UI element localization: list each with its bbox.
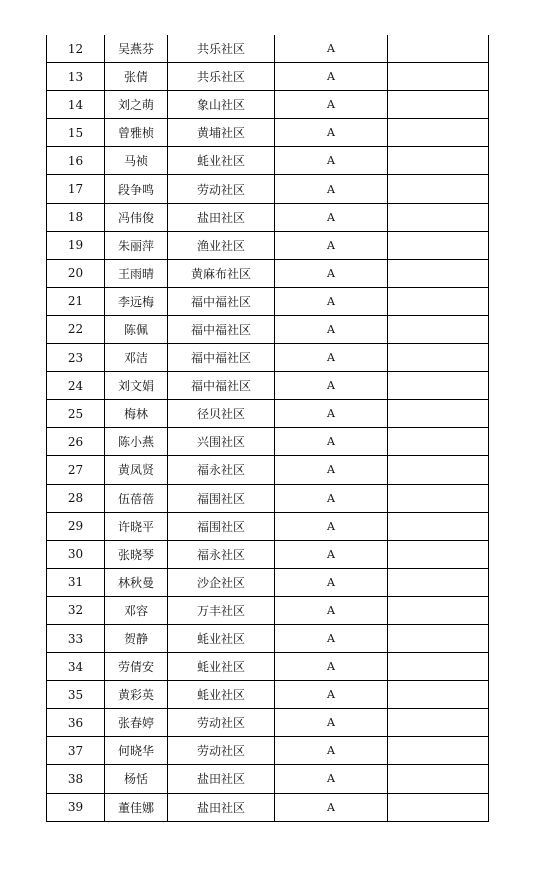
note-cell (388, 568, 489, 596)
community-cell: 沙企社区 (168, 568, 275, 596)
name-cell: 张春婷 (105, 709, 168, 737)
community-cell: 共乐社区 (168, 63, 275, 91)
community-cell: 万丰社区 (168, 596, 275, 624)
table-row (47, 428, 489, 456)
name-cell: 伍蓓蓓 (105, 484, 168, 512)
note-cell (388, 653, 489, 681)
note-cell (388, 540, 489, 568)
grade-cell: A (275, 231, 388, 259)
table-row (47, 119, 489, 147)
name-cell: 段争鸣 (105, 175, 168, 203)
grade-cell: A (275, 793, 388, 821)
name-cell: 刘文娟 (105, 372, 168, 400)
note-cell (388, 372, 489, 400)
number-cell: 20 (47, 259, 105, 287)
grade-cell: A (275, 35, 388, 63)
name-cell: 张倩 (105, 63, 168, 91)
number-cell: 15 (47, 119, 105, 147)
name-cell: 劳倩安 (105, 653, 168, 681)
grade-cell: A (275, 287, 388, 315)
roster-table (46, 35, 489, 822)
note-cell (388, 231, 489, 259)
community-cell: 劳动社区 (168, 737, 275, 765)
number-cell: 35 (47, 681, 105, 709)
number-cell: 34 (47, 653, 105, 681)
table-row (47, 315, 489, 343)
grade-cell: A (275, 400, 388, 428)
name-cell: 林秋曼 (105, 568, 168, 596)
grade-cell: A (275, 175, 388, 203)
number-cell: 25 (47, 400, 105, 428)
table-body (47, 35, 489, 821)
grade-cell: A (275, 91, 388, 119)
note-cell (388, 203, 489, 231)
name-cell: 杨恬 (105, 765, 168, 793)
name-cell: 陈佩 (105, 315, 168, 343)
note-cell (388, 793, 489, 821)
community-cell: 福中福社区 (168, 372, 275, 400)
table-row (47, 147, 489, 175)
community-cell: 蚝业社区 (168, 681, 275, 709)
number-cell: 24 (47, 372, 105, 400)
number-cell: 29 (47, 512, 105, 540)
name-cell: 董佳娜 (105, 793, 168, 821)
number-cell: 16 (47, 147, 105, 175)
grade-cell: A (275, 624, 388, 652)
number-cell: 13 (47, 63, 105, 91)
grade-cell: A (275, 456, 388, 484)
table-row (47, 624, 489, 652)
note-cell (388, 175, 489, 203)
grade-cell: A (275, 596, 388, 624)
name-cell: 邓容 (105, 596, 168, 624)
number-cell: 28 (47, 484, 105, 512)
grade-cell: A (275, 681, 388, 709)
note-cell (388, 344, 489, 372)
name-cell: 曾雅桢 (105, 119, 168, 147)
table-row (47, 653, 489, 681)
note-cell (388, 484, 489, 512)
community-cell: 径贝社区 (168, 400, 275, 428)
community-cell: 福永社区 (168, 540, 275, 568)
grade-cell: A (275, 484, 388, 512)
name-cell: 陈小燕 (105, 428, 168, 456)
community-cell: 渔业社区 (168, 231, 275, 259)
community-cell: 盐田社区 (168, 203, 275, 231)
name-cell: 黄彩英 (105, 681, 168, 709)
table-row (47, 63, 489, 91)
number-cell: 19 (47, 231, 105, 259)
table-row (47, 793, 489, 821)
community-cell: 福围社区 (168, 484, 275, 512)
name-cell: 张晓琴 (105, 540, 168, 568)
number-cell: 21 (47, 287, 105, 315)
name-cell: 冯伟俊 (105, 203, 168, 231)
table-row (47, 259, 489, 287)
table-row (47, 568, 489, 596)
note-cell (388, 119, 489, 147)
number-cell: 26 (47, 428, 105, 456)
note-cell (388, 624, 489, 652)
community-cell: 福永社区 (168, 456, 275, 484)
community-cell: 共乐社区 (168, 35, 275, 63)
note-cell (388, 737, 489, 765)
grade-cell: A (275, 119, 388, 147)
table-row (47, 35, 489, 63)
number-cell: 32 (47, 596, 105, 624)
note-cell (388, 681, 489, 709)
table-row (47, 540, 489, 568)
name-cell: 刘之萌 (105, 91, 168, 119)
table-row (47, 372, 489, 400)
community-cell: 福围社区 (168, 512, 275, 540)
number-cell: 27 (47, 456, 105, 484)
number-cell: 12 (47, 35, 105, 63)
community-cell: 黄麻布社区 (168, 259, 275, 287)
grade-cell: A (275, 147, 388, 175)
table-row (47, 484, 489, 512)
grade-cell: A (275, 428, 388, 456)
grade-cell: A (275, 653, 388, 681)
grade-cell: A (275, 765, 388, 793)
note-cell (388, 400, 489, 428)
note-cell (388, 63, 489, 91)
note-cell (388, 456, 489, 484)
number-cell: 22 (47, 315, 105, 343)
number-cell: 31 (47, 568, 105, 596)
grade-cell: A (275, 737, 388, 765)
note-cell (388, 315, 489, 343)
number-cell: 33 (47, 624, 105, 652)
community-cell: 蚝业社区 (168, 653, 275, 681)
note-cell (388, 428, 489, 456)
number-cell: 18 (47, 203, 105, 231)
grade-cell: A (275, 709, 388, 737)
community-cell: 福中福社区 (168, 287, 275, 315)
note-cell (388, 287, 489, 315)
document-page (46, 35, 488, 822)
name-cell: 朱丽萍 (105, 231, 168, 259)
number-cell: 17 (47, 175, 105, 203)
table-row (47, 681, 489, 709)
number-cell: 37 (47, 737, 105, 765)
number-cell: 23 (47, 344, 105, 372)
community-cell: 盐田社区 (168, 793, 275, 821)
table-row (47, 512, 489, 540)
note-cell (388, 765, 489, 793)
name-cell: 贺静 (105, 624, 168, 652)
grade-cell: A (275, 63, 388, 91)
community-cell: 劳动社区 (168, 175, 275, 203)
grade-cell: A (275, 540, 388, 568)
grade-cell: A (275, 344, 388, 372)
name-cell: 李远梅 (105, 287, 168, 315)
grade-cell: A (275, 203, 388, 231)
name-cell: 王雨晴 (105, 259, 168, 287)
community-cell: 福中福社区 (168, 344, 275, 372)
table-row (47, 400, 489, 428)
name-cell: 许晓平 (105, 512, 168, 540)
community-cell: 劳动社区 (168, 709, 275, 737)
number-cell: 14 (47, 91, 105, 119)
table-row (47, 765, 489, 793)
number-cell: 36 (47, 709, 105, 737)
number-cell: 30 (47, 540, 105, 568)
note-cell (388, 709, 489, 737)
name-cell: 邓洁 (105, 344, 168, 372)
table-row (47, 456, 489, 484)
note-cell (388, 91, 489, 119)
table-row (47, 596, 489, 624)
name-cell: 梅林 (105, 400, 168, 428)
table-row (47, 231, 489, 259)
table-row (47, 175, 489, 203)
community-cell: 兴围社区 (168, 428, 275, 456)
note-cell (388, 35, 489, 63)
note-cell (388, 147, 489, 175)
number-cell: 39 (47, 793, 105, 821)
grade-cell: A (275, 372, 388, 400)
community-cell: 象山社区 (168, 91, 275, 119)
community-cell: 福中福社区 (168, 315, 275, 343)
name-cell: 马祯 (105, 147, 168, 175)
grade-cell: A (275, 259, 388, 287)
number-cell: 38 (47, 765, 105, 793)
grade-cell: A (275, 315, 388, 343)
note-cell (388, 596, 489, 624)
note-cell (388, 259, 489, 287)
grade-cell: A (275, 512, 388, 540)
table-row (47, 287, 489, 315)
name-cell: 黄凤贤 (105, 456, 168, 484)
table-row (47, 737, 489, 765)
table-row (47, 344, 489, 372)
community-cell: 黄埔社区 (168, 119, 275, 147)
community-cell: 蚝业社区 (168, 147, 275, 175)
table-row (47, 91, 489, 119)
name-cell: 何晓华 (105, 737, 168, 765)
community-cell: 盐田社区 (168, 765, 275, 793)
table-row (47, 709, 489, 737)
community-cell: 蚝业社区 (168, 624, 275, 652)
grade-cell: A (275, 568, 388, 596)
name-cell: 吴燕芬 (105, 35, 168, 63)
note-cell (388, 512, 489, 540)
table-row (47, 203, 489, 231)
